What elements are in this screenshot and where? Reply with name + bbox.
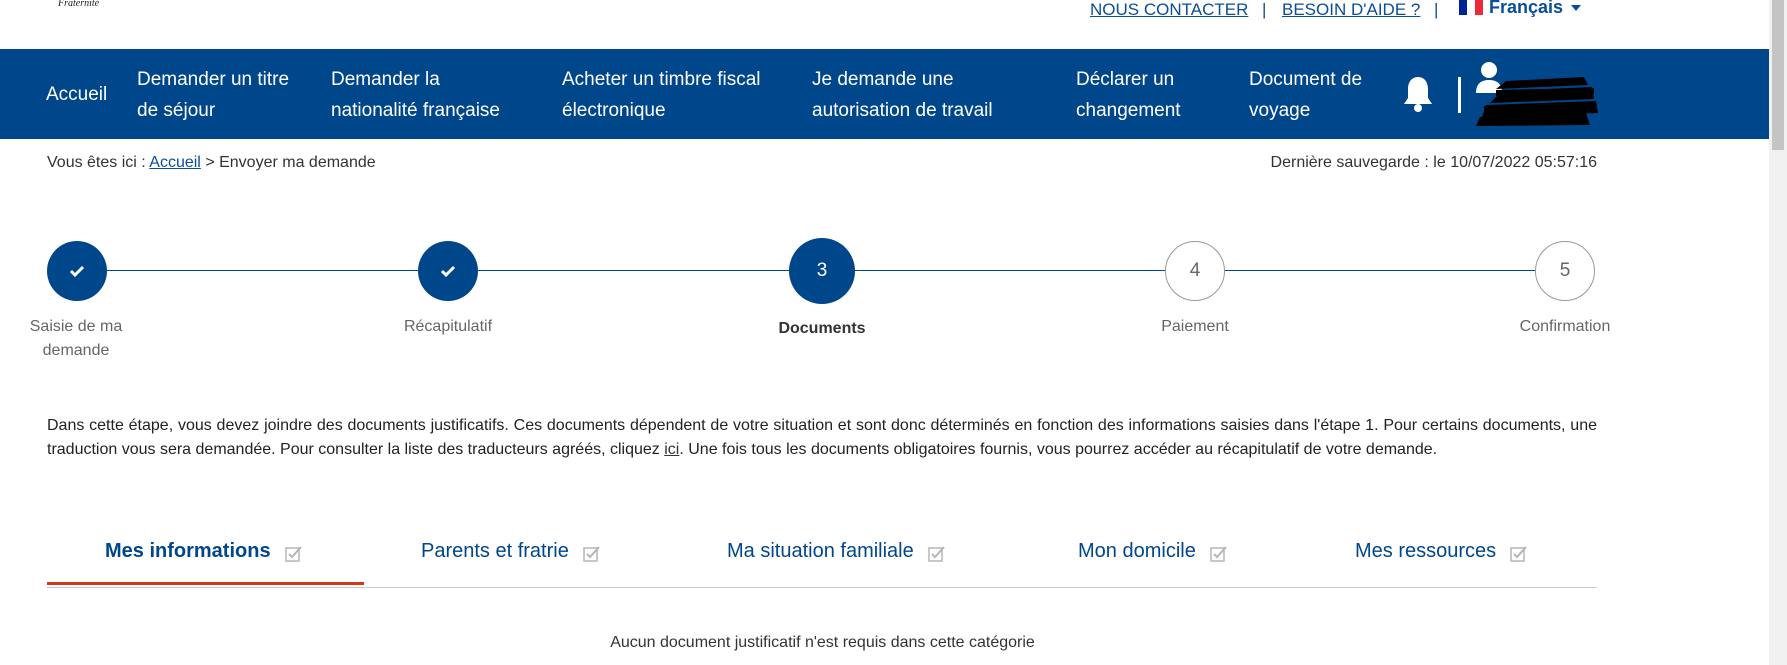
tab-mes-ressources[interactable] bbox=[1355, 540, 1527, 586]
step-4-label: Paiement bbox=[1161, 318, 1229, 335]
nav-item-accueil[interactable] bbox=[46, 79, 107, 110]
instructions-text: . Une fois tous les documents obligatoires fournis, vous pourrez accéder au récapitulatif de votre demande. bbox=[679, 441, 1438, 458]
nav-item-label: autorisation de travail bbox=[812, 100, 993, 121]
step-3-circle: 3 bbox=[789, 238, 855, 304]
bell-icon[interactable] bbox=[1400, 74, 1436, 114]
step-label-line: demande bbox=[42, 342, 110, 359]
step-2-circle bbox=[418, 241, 478, 301]
nav-divider bbox=[1458, 77, 1461, 113]
step-label-line: Saisie de ma bbox=[29, 318, 123, 335]
tab-label: Mes informations bbox=[105, 540, 271, 562]
step-4-circle: 4 bbox=[1165, 241, 1225, 301]
active-tab-indicator bbox=[47, 582, 364, 585]
nav-item-label: électronique bbox=[562, 100, 666, 121]
nav-item-label: Acheter un timbre fiscal bbox=[562, 69, 761, 90]
tab-label: Mes ressources bbox=[1355, 540, 1497, 562]
nav-item-nationalite[interactable] bbox=[331, 64, 500, 126]
breadcrumb-current: Envoyer ma demande bbox=[219, 154, 376, 171]
step-1-label bbox=[0, 315, 156, 363]
logo-motto: Fraternité bbox=[58, 0, 100, 9]
main-navigation bbox=[0, 49, 1769, 139]
tab-label: Mon domicile bbox=[1078, 540, 1196, 562]
nav-item-changement[interactable] bbox=[1076, 64, 1181, 126]
nav-item-document-voyage[interactable] bbox=[1249, 64, 1362, 126]
tab-mes-informations[interactable] bbox=[105, 540, 302, 586]
checkbox-checked-icon bbox=[1510, 545, 1527, 562]
checkbox-checked-icon bbox=[1210, 545, 1227, 562]
contact-link[interactable]: NOUS CONTACTER bbox=[1090, 0, 1249, 19]
breadcrumb-home-link[interactable]: Accueil bbox=[149, 154, 201, 171]
nav-item-label: voyage bbox=[1249, 100, 1311, 121]
breadcrumb-prefix: Vous êtes ici : bbox=[47, 154, 146, 171]
scrollbar-thumb[interactable] bbox=[1772, 0, 1784, 150]
last-save-timestamp: Dernière sauvegarde : le 10/07/2022 05:57:16 bbox=[1270, 154, 1597, 171]
tab-label: Parents et fratrie bbox=[421, 540, 569, 562]
tab-mon-domicile[interactable] bbox=[1078, 540, 1227, 586]
checkbox-checked-icon bbox=[285, 545, 302, 562]
nav-item-label: de séjour bbox=[137, 100, 216, 121]
top-separator: | bbox=[1262, 0, 1267, 19]
redacted-username bbox=[1466, 71, 1600, 127]
tab-parents-fratrie[interactable] bbox=[421, 540, 600, 586]
nav-item-label: Document de bbox=[1249, 69, 1363, 90]
step-1-circle bbox=[47, 241, 107, 301]
translators-link[interactable]: ici bbox=[664, 441, 680, 458]
nav-item-label: Demander un titre bbox=[137, 69, 290, 90]
nav-item-autorisation-travail[interactable] bbox=[812, 64, 993, 126]
nav-item-label: Déclarer un bbox=[1076, 69, 1175, 90]
nav-item-label: Demander la bbox=[331, 69, 440, 90]
page-scrollbar[interactable] bbox=[1769, 0, 1787, 665]
step-instructions bbox=[47, 414, 1597, 462]
nav-item-titre-sejour[interactable] bbox=[137, 64, 289, 126]
breadcrumb-separator: > bbox=[205, 154, 215, 171]
tab-label: Ma situation familiale bbox=[727, 540, 914, 562]
language-label: Français bbox=[1489, 0, 1564, 17]
french-flag-icon bbox=[1459, 0, 1483, 15]
nav-item-label: Accueil bbox=[46, 84, 108, 105]
breadcrumb bbox=[47, 154, 376, 172]
language-selector[interactable] bbox=[1459, 0, 1581, 18]
empty-category-message: Aucun document justificatif n'est requis dans cette catégorie bbox=[610, 634, 1035, 651]
tab-situation-familiale[interactable] bbox=[727, 540, 945, 586]
step-5-label: Confirmation bbox=[1519, 318, 1611, 335]
chevron-down-icon bbox=[1571, 5, 1581, 11]
help-link[interactable]: BESOIN D'AIDE ? bbox=[1282, 0, 1421, 19]
check-icon bbox=[69, 265, 85, 277]
top-separator: | bbox=[1434, 0, 1439, 19]
check-icon bbox=[440, 265, 456, 277]
instructions-text: Dans cette étape, vous devez joindre des documents justificatifs. Ces documents dépendent de votre situation et sont donc déterminés en fonction des informations saisies dans l'étape 1. Pour certains documents, une traduction vous sera demandée. Pour consulter la liste des traducteurs agréés, cliquez bbox=[47, 417, 1597, 458]
step-2-label: Récapitulatif bbox=[403, 318, 493, 335]
document-category-tabs bbox=[47, 540, 1597, 588]
nav-item-label: changement bbox=[1076, 100, 1181, 121]
nav-item-timbre-fiscal[interactable] bbox=[562, 64, 761, 126]
checkbox-checked-icon bbox=[583, 545, 600, 562]
nav-item-label: nationalité française bbox=[331, 100, 500, 121]
checkbox-checked-icon bbox=[928, 545, 945, 562]
step-3-label: Documents bbox=[778, 320, 866, 337]
nav-item-label: Je demande une bbox=[812, 69, 954, 90]
step-5-circle: 5 bbox=[1535, 241, 1595, 301]
